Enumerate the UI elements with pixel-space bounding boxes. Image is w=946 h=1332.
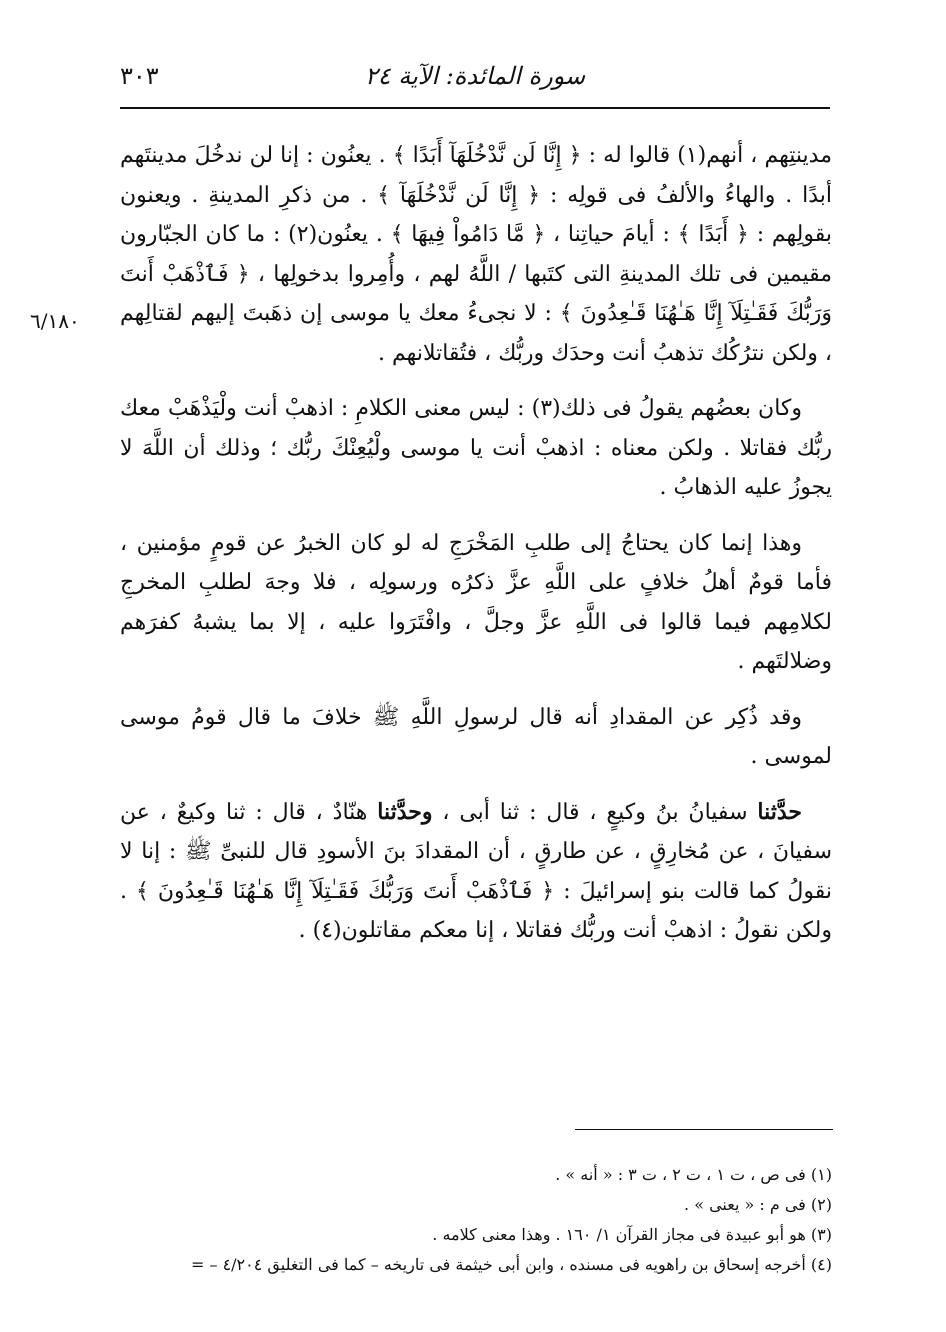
footnote-2: (٢) فى م : « يعنى » . xyxy=(684,1195,832,1214)
footnote-separator xyxy=(575,1129,833,1130)
paragraph-4: وقد ذُكِر عن المقدادِ أنه قال لرسولِ اللَّهِ ﷺ خلافَ ما قال قومُ موسى لموسى . xyxy=(120,704,832,769)
footnote-4: (٤) أخرجه إسحاق بن راهويه فى مسنده ، وابن أبى خيثمة فى تاريخه – كما فى التغليق ٤/٢٠٤ – = xyxy=(190,1255,832,1274)
header-rule xyxy=(120,107,830,109)
paragraph-1: مدينتِهم ، أنهم(١) قالوا له : ﴿ إِنَّا لَن نَّدْخُلَهَآ أَبَدًا ﴾ . يعنُون : إنا لن ندخُلَ مدينتَهم أبدًا . والهاءُ والألفُ فى قولِه : ﴿ إِنَّا لَن نَّدْخُلَهَآ ﴾ . من ذكرِ المدينةِ . ويعنون بقولِهم : ﴿ أَبَدًا ﴾ : أيامَ حياتِنا ، ﴿ مَّا دَامُواْ فِيهَا ﴾ . يعنُون(٢) : ما كان الجبّارون مقيمين فى تلك المدينةِ التى كتَبها / اللَّهُ لهم ، وأُمِروا بدخولِها ، ﴿ فَٱذْهَبْ أَنتَ وَرَبُّكَ فَقَـٰتِلَآ إِنَّا هَـٰهُنَا قَـٰعِدُونَ ﴾ : لا نجىءُ معك يا موسى إن ذهَبتَ إليهم لقتالِهم ، ولكن نترُكُك تذهبُ أنت وحدَك وربُّك ، فتُقاتلانهم . xyxy=(120,143,833,366)
hadith-paragraph xyxy=(120,793,832,951)
page-header xyxy=(120,58,830,98)
paragraph-3: وهذا إنما كان يحتاجُ إلى طلبِ المَخْرَجِ له لو كان الخبرُ عن قومٍ مؤمنين ، فأما قومٌ أهلُ خلافٍ على اللَّهِ عزَّ ذكرُه ورسولِه ، فلا وجهَ لطلبِ المخرجِ لكلامِهم فيما قالوا فى اللَّهِ عزَّ وجلَّ ، وافْتَرَوا عليه ، إلا بما يشبهُ كفرَهم وضلالتَهم . xyxy=(120,530,832,674)
footnote-1: (١) فى ص ، ت ١ ، ت ٢ ، ت ٣ : « أنه » . xyxy=(555,1165,832,1184)
hadith-narration-term-1: حدَّثنا xyxy=(757,798,802,825)
margin-reference: ٦/١٨٠ xyxy=(30,309,80,333)
footnotes xyxy=(120,1160,832,1280)
running-title: سورة المائدة: الآية ٢٤ xyxy=(364,62,586,90)
hadith-segment-2: هنّادٌ ، قال : ثنا وكيعٌ ، عن سفيانَ ، عن مُخارِقٍ ، عن طارقٍ ، أن المقدادَ بنَ الأسودِ قال للنبىِّ ﷺ : إنا لا نقولُ كما قالت بنو إسرائيلَ : ﴿ فَٱذْهَبْ أَنتَ وَرَبُّكَ فَقَـٰتِلَآ إِنَّا هَـٰهُنَا قَـٰعِدُونَ ﴾ . ولكن نقولُ : اذهبْ أنت وربُّك فقاتلا ، إنا معكم مقاتلون(٤) . xyxy=(120,799,832,943)
hadith-narration-term-2: وحدَّثنا xyxy=(377,798,433,825)
page-number: ٣٠٣ xyxy=(120,62,159,90)
hadith-segment-1: سفيانُ بنُ وكيعٍ ، قال : ثنا أبى ، xyxy=(432,799,758,825)
paragraph-2: وكان بعضُهم يقولُ فى ذلك(٣) : ليس معنى الكلامِ : اذهبْ أنت ولْيَذْهَبْ معك ربُّك فقاتلا . ولكن معناه : اذهبْ أنت يا موسى ولْيُعِنْكَ ربُّك ؛ وذلك أن اللَّهَ لا يجوزُ عليه الذهابُ . xyxy=(120,396,832,500)
main-text xyxy=(120,136,832,951)
footnote-3: (٣) هو أبو عبيدة فى مجاز القرآن ١/ ١٦٠ . وهذا معنى كلامه . xyxy=(432,1225,832,1244)
